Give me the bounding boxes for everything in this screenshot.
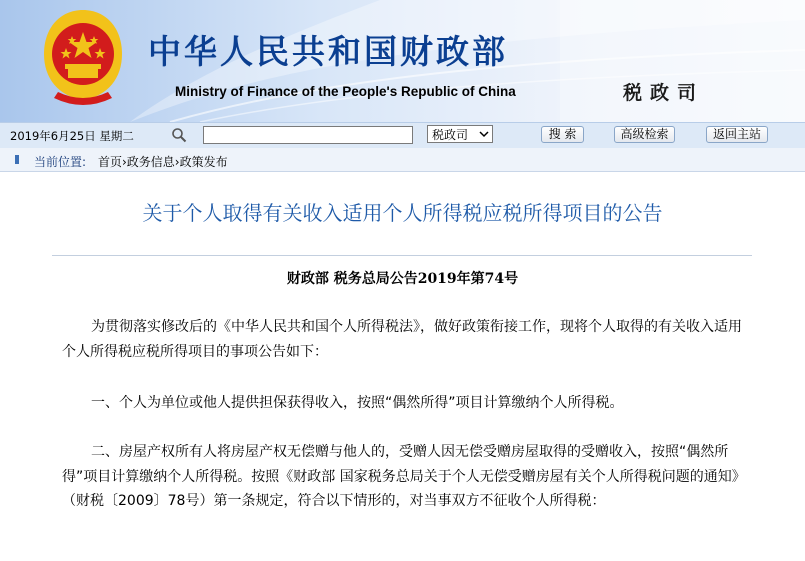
article-paragraph: 二、房屋产权所有人将房屋产权无偿赠与他人的，受赠人因无偿受赠房屋取得的受赠收入，按照“偶然所得”项目计算缴纳个人所得税。按照《财政部 国家税务总局关于个人无偿受赠房屋有关个人所得税问题的通知》（财税〔2009〕78号）第一条规定，符合以下情形的，对当事双方不征收个人所得税：: [62, 444, 746, 509]
current-date: 2019年6月25日 星期二: [10, 129, 134, 143]
search-icon: [171, 127, 187, 143]
title-divider: [52, 255, 752, 256]
breadcrumb-marker-icon: [15, 155, 19, 164]
scope-select-value: 税政司: [432, 127, 469, 142]
article-paragraph: 一、个人为单位或他人提供担保获得收入，按照“偶然所得”项目计算缴纳个人所得税。: [91, 395, 624, 411]
advanced-search-button[interactable]: 高级检索: [614, 126, 675, 143]
header-banner: [0, 0, 805, 122]
national-emblem-icon: [40, 8, 126, 112]
search-input[interactable]: [203, 126, 413, 144]
chevron-down-icon: [479, 130, 489, 138]
ministry-title-cn: 中华人民共和国财政部: [148, 32, 508, 71]
department-name: 税政司: [623, 82, 705, 104]
search-toolbar: [0, 122, 805, 148]
article-title: 关于个人取得有关收入适用个人所得税应税所得项目的公告: [142, 201, 663, 225]
breadcrumb-label: 当前位置:: [34, 155, 87, 169]
document-number: 财政部 税务总局公告2019年第74号: [286, 271, 519, 287]
back-to-home-button[interactable]: 返回主站: [706, 126, 768, 143]
breadcrumb-path[interactable]: 首页›政务信息›政策发布: [98, 155, 228, 169]
scope-select[interactable]: [427, 125, 493, 143]
breadcrumb: [0, 148, 805, 172]
search-button[interactable]: 搜 索: [541, 126, 584, 143]
ministry-title-en: Ministry of Finance of the People's Republic of China: [175, 84, 516, 99]
article-paragraph: 为贯彻落实修改后的《中华人民共和国个人所得税法》，做好政策衔接工作，现将个人取得的有关收入适用个人所得税应税所得项目的事项公告如下：: [62, 319, 742, 360]
